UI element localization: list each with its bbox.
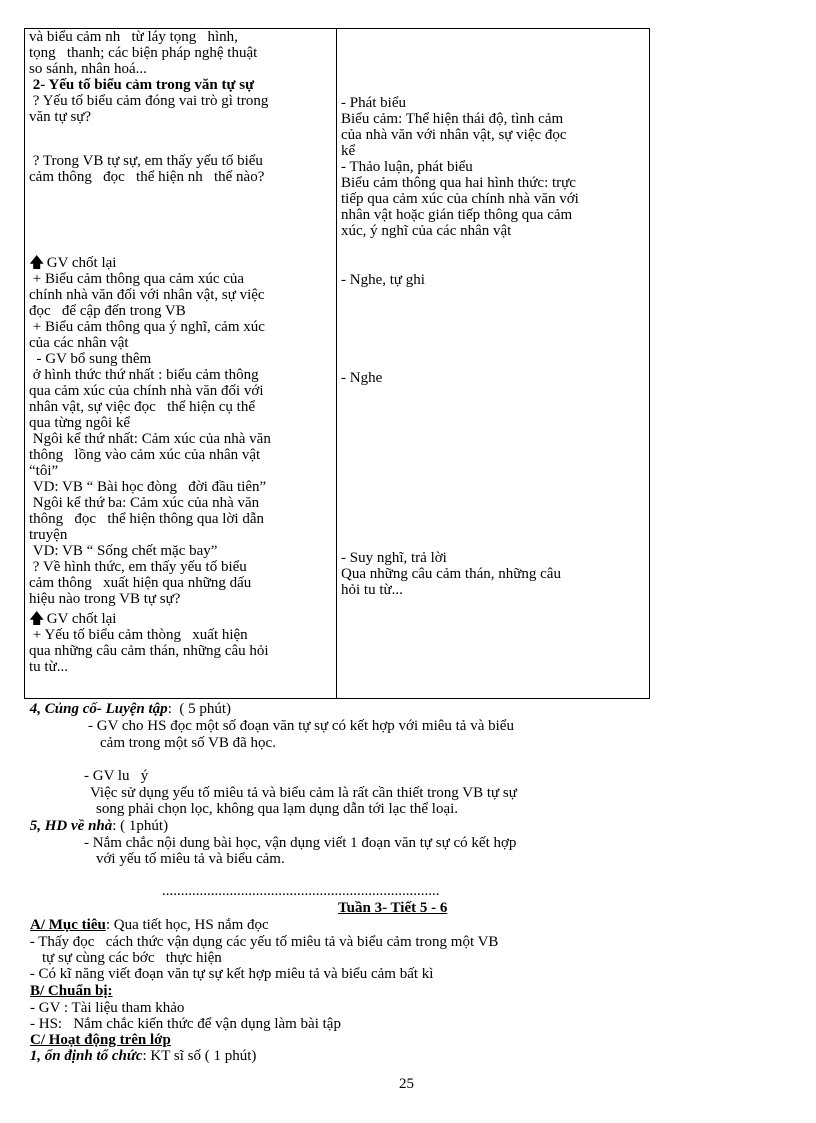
table-line: tọng thanh; các biện pháp nghệ thuật bbox=[29, 45, 258, 61]
table-line: thông lồng vào cảm xúc của nhân vật bbox=[29, 447, 261, 463]
table-line: “tôi” bbox=[29, 463, 59, 479]
section-5-heading bbox=[26, 818, 168, 834]
table-line: tu từ... bbox=[29, 659, 68, 675]
table-line: qua những câu cảm thán, những câu hỏi bbox=[29, 643, 269, 659]
section-5-title: 5, HD về nhà bbox=[26, 818, 113, 834]
paragraph-line: - HS: Nắm chắc kiến thức để vận dụng làm bài tập bbox=[30, 1016, 341, 1032]
table-line: - Phát biểu bbox=[341, 95, 406, 111]
section-4-heading bbox=[26, 701, 231, 717]
paragraph-line: tự sự cùng các bớc thực hiện bbox=[42, 950, 222, 966]
question-line: ? Về hình thức, em thấy yếu tố biểu bbox=[29, 559, 247, 575]
table-line: Ngôi kể thứ nhất: Cảm xúc của nhà văn bbox=[29, 431, 271, 447]
paragraph-line: - Nắm chắc nội dung bài học, vận dụng viết 1 đoạn văn tự sự có kết hợp bbox=[84, 835, 517, 851]
lesson-activity-table bbox=[24, 28, 650, 699]
table-line: + Yếu tố biểu cảm thòng xuất hiện bbox=[29, 627, 248, 643]
table-line: + Biểu cảm thông qua cảm xúc của bbox=[29, 271, 245, 287]
student-column bbox=[337, 29, 650, 699]
section-5-time: : ( 1phút) bbox=[112, 818, 169, 834]
question-line: hiệu nào trong VB tự sự? bbox=[29, 591, 181, 607]
paragraph-line: - GV : Tài liệu tham khảo bbox=[30, 1000, 185, 1016]
arrow-up-icon: 🡅 bbox=[29, 255, 45, 271]
paragraph-line: - GV lu ý bbox=[84, 768, 149, 784]
table-line: của các nhân vật bbox=[29, 335, 129, 351]
paragraph-line: - Thấy đọc cách thức vận dụng các yếu tố miêu tả và biểu cảm trong một VB bbox=[26, 934, 499, 950]
table-line: xúc, ý nghĩ của các nhân vật bbox=[341, 223, 512, 239]
question-line: ? Trong VB tự sự, em thấy yếu tố biểu bbox=[29, 153, 263, 169]
table-line: qua cảm xúc của chính nhà văn đối với bbox=[29, 383, 264, 399]
conclusion-label: GV chốt lại bbox=[43, 611, 117, 627]
table-line: - GV bổ sung thêm bbox=[29, 351, 152, 367]
table-line: tiếp qua cảm xúc của chính nhà văn với bbox=[341, 191, 579, 207]
section-heading: 2- Yếu tố biểu cảm trong văn tự sự bbox=[29, 77, 255, 93]
paragraph-line: - GV cho HS đọc một số đoạn văn tự sự có kết hợp với miêu tả và biểu bbox=[88, 718, 514, 734]
table-line: của nhà văn với nhân vật, sự việc đọc bbox=[341, 127, 567, 143]
table-line: truyện bbox=[29, 527, 68, 543]
preparation-heading: B/ Chuẩn bị: bbox=[30, 983, 113, 999]
activities-heading: C/ Hoạt động trên lớp bbox=[30, 1032, 171, 1048]
table-line: nhân vật, sự việc đọc thể hiện cụ thể bbox=[29, 399, 255, 415]
section-1-title: 1, ổn định tổ chức bbox=[26, 1048, 143, 1064]
paragraph-line: Việc sử dụng yếu tố miêu tả và biểu cảm là rất cần thiết trong VB tự sự bbox=[90, 785, 517, 801]
conclusion-label: GV chốt lại bbox=[43, 255, 117, 271]
table-line: Qua những câu cảm thán, những câu bbox=[341, 566, 561, 582]
table-line: kể bbox=[341, 143, 356, 159]
question-line: cảm thông xuất hiện qua những dấu bbox=[29, 575, 252, 591]
table-line: + Biểu cảm thông qua ý nghĩ, cảm xúc bbox=[29, 319, 265, 335]
table-line: qua từng ngôi kể bbox=[29, 415, 131, 431]
table-line: thông đọc thể hiện thông qua lời dẫn bbox=[29, 511, 264, 527]
page-number: 25 bbox=[399, 1076, 414, 1092]
objectives-intro: : Qua tiết học, HS nắm đọc bbox=[105, 917, 269, 933]
table-line: so sánh, nhân hoá... bbox=[29, 61, 147, 77]
paragraph-line: - Có kĩ năng viết đoạn văn tự sự kết hợp miêu tả và biểu cảm bất kì bbox=[26, 966, 434, 982]
objectives-title: A/ Mục tiêu bbox=[30, 917, 106, 933]
conclusion-line bbox=[29, 611, 332, 627]
section-4-time: : ( 5 phút) bbox=[167, 701, 232, 717]
table-line: nhân vật hoặc gián tiếp thông qua cảm bbox=[341, 207, 573, 223]
objectives-heading bbox=[30, 917, 269, 933]
lesson-heading: Tuần 3- Tiết 5 - 6 bbox=[338, 900, 448, 916]
question-line: văn tự sự? bbox=[29, 109, 92, 125]
table-line: Biểu cảm: Thể hiện thái độ, tình cảm bbox=[341, 111, 564, 127]
table-line: - Thảo luận, phát biểu bbox=[341, 159, 473, 175]
paragraph-line: cảm trong một số VB đã học. bbox=[100, 735, 276, 751]
teacher-column bbox=[25, 29, 337, 699]
table-line: Ngôi kể thứ ba: Cảm xúc của nhà văn bbox=[29, 495, 260, 511]
table-line: VD: VB “ Sống chết mặc bay” bbox=[29, 543, 218, 559]
section-1-heading bbox=[26, 1048, 256, 1064]
table-line: và biểu cảm nh từ láy tọng hình, bbox=[29, 29, 238, 45]
dotted-separator: .......................................................................... bbox=[162, 883, 440, 899]
table-line: - Nghe bbox=[341, 370, 383, 386]
paragraph-line: song phải chọn lọc, không qua lạm dụng dẫn tới lạc thể loại. bbox=[96, 801, 459, 817]
section-4-title: 4, Củng cố- Luyện tập bbox=[26, 701, 168, 717]
section-1-rest: : KT sĩ số ( 1 phút) bbox=[142, 1048, 257, 1064]
table-line: đọc để cập đến trong VB bbox=[29, 303, 186, 319]
paragraph-line: với yếu tố miêu tả và biểu cảm. bbox=[96, 851, 285, 867]
table-line: hỏi tu từ... bbox=[341, 582, 403, 598]
table-line: chính nhà văn đối với nhân vật, sự việc bbox=[29, 287, 265, 303]
table-line: - Nghe, tự ghi bbox=[341, 272, 425, 288]
question-line: cảm thông đọc thể hiện nh thế nào? bbox=[29, 169, 265, 185]
conclusion-line bbox=[29, 255, 332, 271]
table-line: VD: VB “ Bài học đòng đời đầu tiên” bbox=[29, 479, 267, 495]
arrow-up-icon: 🡅 bbox=[29, 611, 45, 627]
table-line: Biểu cảm thông qua hai hình thức: trực bbox=[341, 175, 576, 191]
table-line: ở hình thức thứ nhất : biểu cảm thông bbox=[29, 367, 259, 383]
table-line: - Suy nghĩ, trả lời bbox=[341, 550, 447, 566]
question-line: ? Yếu tố biểu cảm đóng vai trò gì trong bbox=[29, 93, 269, 109]
